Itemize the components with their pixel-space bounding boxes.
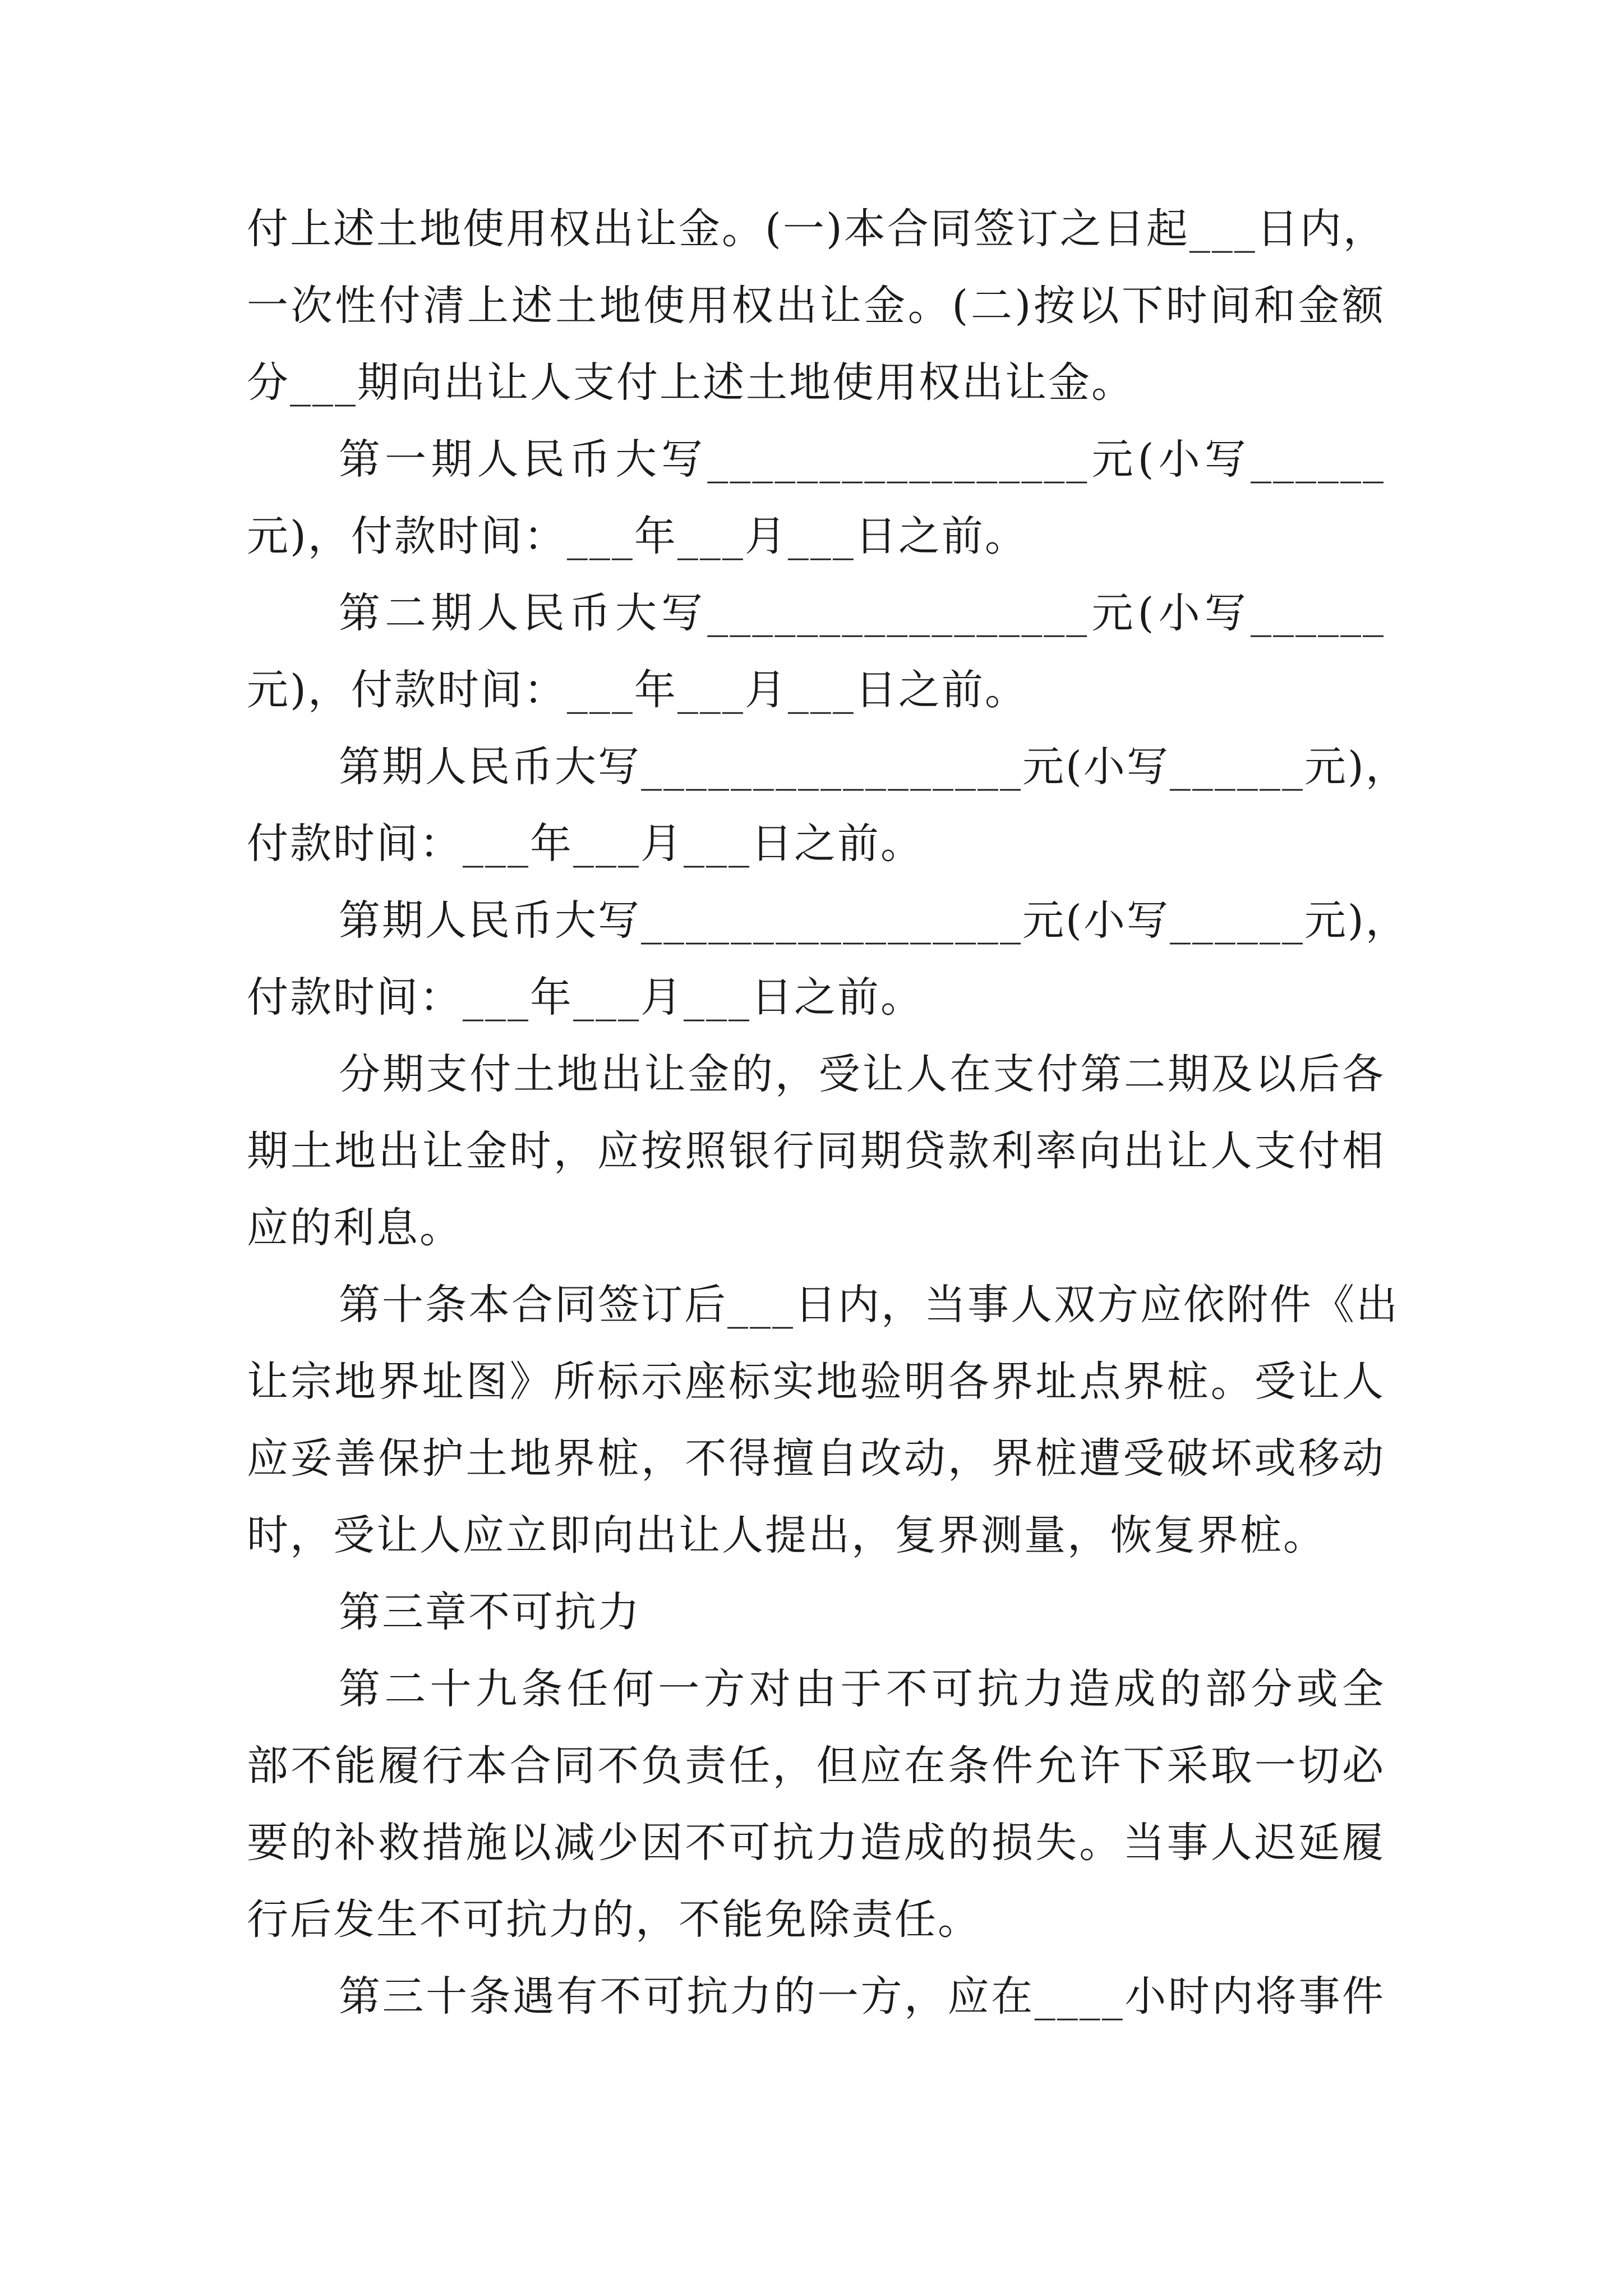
text-line: 第期人民币大写_________________元(小写______元)， bbox=[339, 743, 1409, 791]
text-line: 元)，付款时间：___年___月___日之前。 bbox=[247, 512, 1028, 560]
text-line: 行后发生不可抗力的，不能免除责任。 bbox=[247, 1895, 981, 1944]
text-line: 要的补救措施以减少因不可抗力造成的损失。当事人迟延履 bbox=[247, 1819, 1385, 1867]
text-line: 付款时间：___年___月___日之前。 bbox=[247, 973, 924, 1022]
text-line: 应妥善保护土地界桩，不得擅自改动，界桩遭受破坏或移动 bbox=[247, 1434, 1385, 1483]
text-line: 第二十九条任何一方对由于不可抗力造成的部分或全 bbox=[339, 1665, 1385, 1713]
text-line: 第一期人民币大写_________________元(小写______ bbox=[339, 435, 1385, 484]
chapter-heading: 第三章不可抗力 bbox=[339, 1588, 641, 1636]
text-line: 付款时间：___年___月___日之前。 bbox=[247, 820, 924, 868]
text-line: 第二期人民币大写_________________元(小写______ bbox=[339, 589, 1385, 637]
text-line: 分___期向出让人支付上述土地使用权出让金。 bbox=[247, 358, 1135, 407]
text-line: 分期支付土地出让金的，受让人在支付第二期及以后各 bbox=[339, 1050, 1385, 1098]
text-line: 让宗地界址图》所标示座标实地验明各界址点界桩。受让人 bbox=[247, 1358, 1385, 1406]
text-line: 元)，付款时间：___年___月___日之前。 bbox=[247, 666, 1028, 714]
text-line: 应的利息。 bbox=[247, 1204, 463, 1252]
document-body bbox=[247, 191, 1409, 2035]
text-line: 时，受让人应立即向出让人提出，复界测量，恢复界桩。 bbox=[247, 1511, 1326, 1559]
text-line: 第三十条遇有不可抗力的一方，应在____小时内将事件 bbox=[339, 1972, 1385, 2021]
text-line: 第十条本合同签订后___日内，当事人双方应依附件《出 bbox=[339, 1281, 1399, 1329]
text-line: 一次性付清上述土地使用权出让金。(二)按以下时间和金额 bbox=[247, 282, 1385, 330]
text-line: 第期人民币大写_________________元(小写______元)， bbox=[339, 896, 1409, 945]
text-line: 部不能履行本合同不负责任，但应在条件允许下采取一切必 bbox=[247, 1742, 1385, 1790]
text-line: 付上述土地使用权出让金。(一)本合同签订之日起___日内， bbox=[247, 205, 1386, 253]
text-line: 期土地出让金时，应按照银行同期贷款利率向出让人支付相 bbox=[247, 1127, 1385, 1175]
